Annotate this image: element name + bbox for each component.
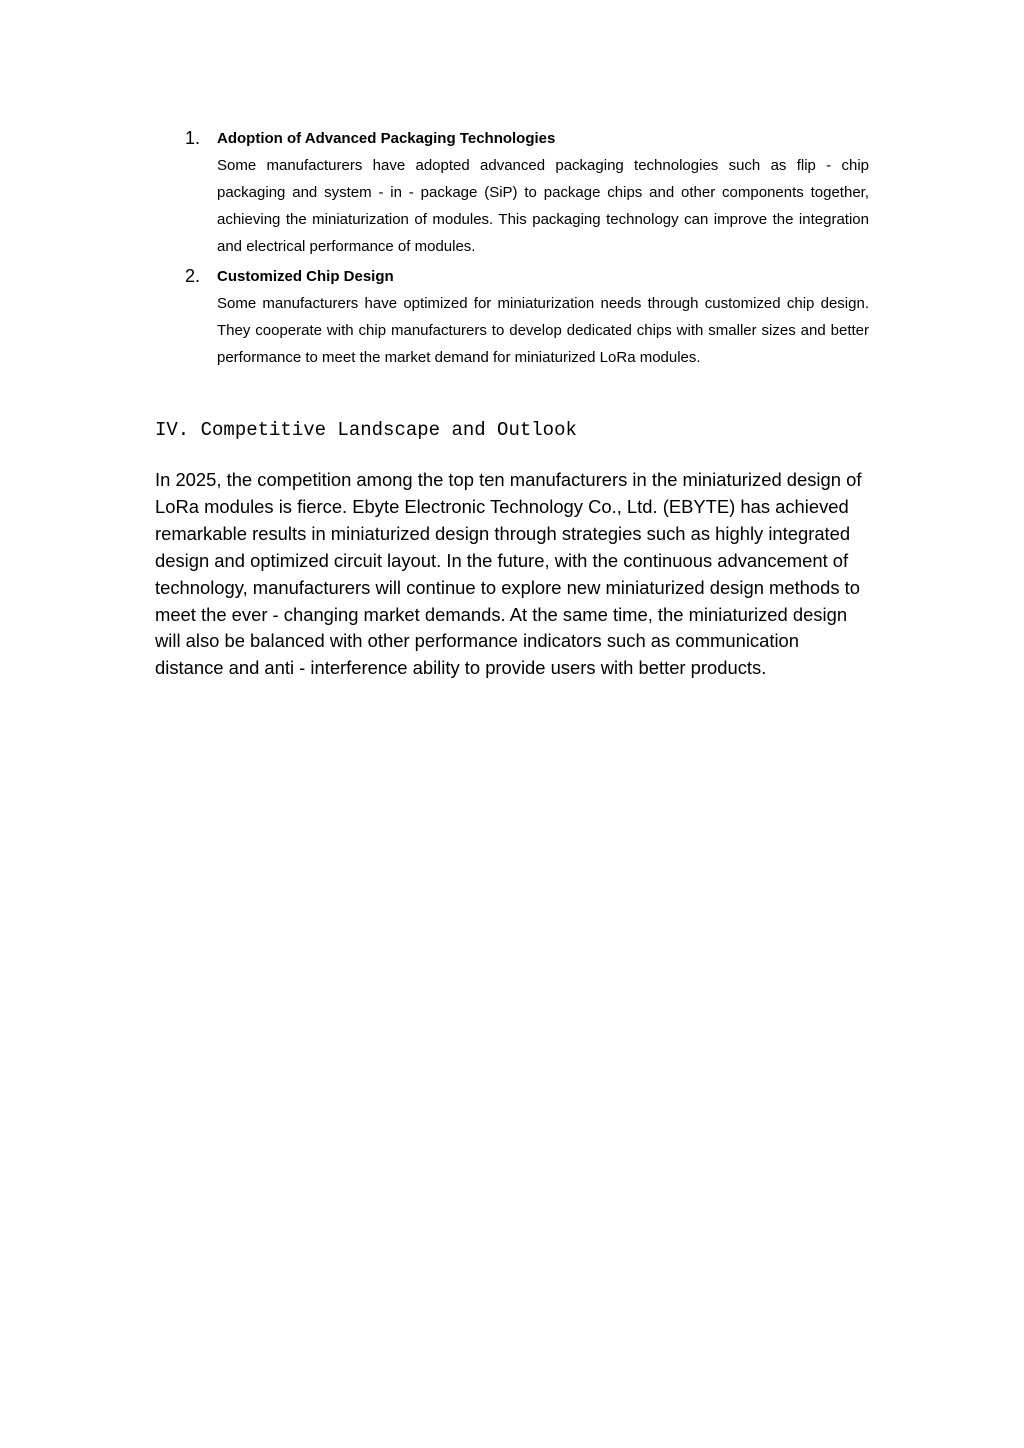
list-item-body: Some manufacturers have optimized for miniaturization needs through customized chip design. They cooperate with chip manufacturers to develop dedicated chips with smaller sizes and better performance to meet the market demand for miniaturized LoRa modules. <box>217 295 869 366</box>
list-item-number: 2. <box>185 266 201 286</box>
section-heading: IV. Competitive Landscape and Outlook <box>155 419 577 441</box>
list-item-title: Adoption of Advanced Packaging Technologies <box>217 130 556 147</box>
list-item-title: Customized Chip Design <box>217 268 394 285</box>
list-item <box>155 124 869 260</box>
numbered-list <box>155 124 869 371</box>
list-item-number: 1. <box>185 128 201 148</box>
list-item-body: Some manufacturers have adopted advanced packaging technologies such as flip - chip packaging and system - in - package (SiP) to package chips and other components together, achieving the miniaturization of modules. This packaging technology can improve the integration and electrical performance of modules. <box>217 157 869 255</box>
body-paragraph: In 2025, the competition among the top ten manufacturers in the miniaturized design of LoRa modules is fierce. Ebyte Electronic Technology Co., Ltd. (EBYTE) has achieved remarkable results in miniaturized design through strategies such as highly integrated design and optimized circuit layout. In the future, with the continuous advancement of technology, manufacturers will continue to explore new miniaturized design methods to meet the ever - changing market demands. At the same time, the miniaturized design will also be balanced with other performance indicators such as communication distance and anti - interference ability to provide users with better products. <box>155 469 862 679</box>
list-item <box>155 262 869 371</box>
